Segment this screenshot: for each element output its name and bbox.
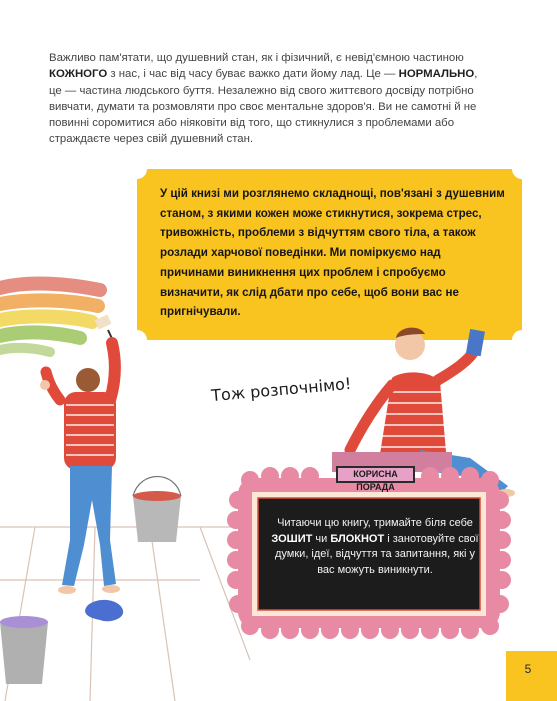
rainbow-paint-strokes [0,284,100,352]
tip-text-3: і занотовуйте свої думки, ідеї, відчуття та запитання, які у вас можуть виникнути. [275,532,479,576]
tip-text-2: чи [312,532,331,545]
intro-emphasis-everyone: КОЖНОГО [49,68,108,81]
intro-emphasis-normal: НОРМАЛЬНО [398,68,475,81]
tip-text [270,516,480,578]
bucket-red-paint [133,477,181,543]
tip-text-1: Читаючи цю книгу, тримайте біля себе [277,517,473,529]
intro-text-2: з нас, і час від часу буває важко дати йому лад. Це — [107,68,399,81]
lets-start-caption: Тож розпочнімо! [210,373,352,406]
intro-text-3: , це — частина людського буття. Незалежно від свого життєвого досвіду потрібно вивчати, думати та розмовляти про своє ментальне здоров'я. Ви не самотні й не повинні соромитися або ніяковіти від того, що стикнулися з проблемами або страждаєте через свій душевний стан. [49,68,478,146]
page-number-tab [506,651,557,701]
intro-text-1: Важливо пам'ятати, що душевний стан, як і фізичний, є невід'ємною частиною [49,52,464,64]
bucket-purple-paint [0,616,48,684]
page-number: 5 [524,662,532,676]
tip-label: КОРИСНА ПОРАДА [336,466,415,483]
blue-paint-spill [85,600,123,621]
tip-emphasis-notebook: ЗОШИТ [271,532,313,545]
tip-emphasis-notepad: БЛОКНОТ [330,532,385,545]
callout-text: У цій книзі ми розглянемо складнощі, пов'язані з душевним станом, з якими кожен може стикнутися, зокрема стрес, тривожність, проблеми з відчуттям свого тіла, а також розлади харчової поведінки. Ми поміркуємо над причинами виникнення цих проблем і спробуємо визначити, як слід дбати про себе, щоб вони вас не пригнічували. [160,187,505,319]
